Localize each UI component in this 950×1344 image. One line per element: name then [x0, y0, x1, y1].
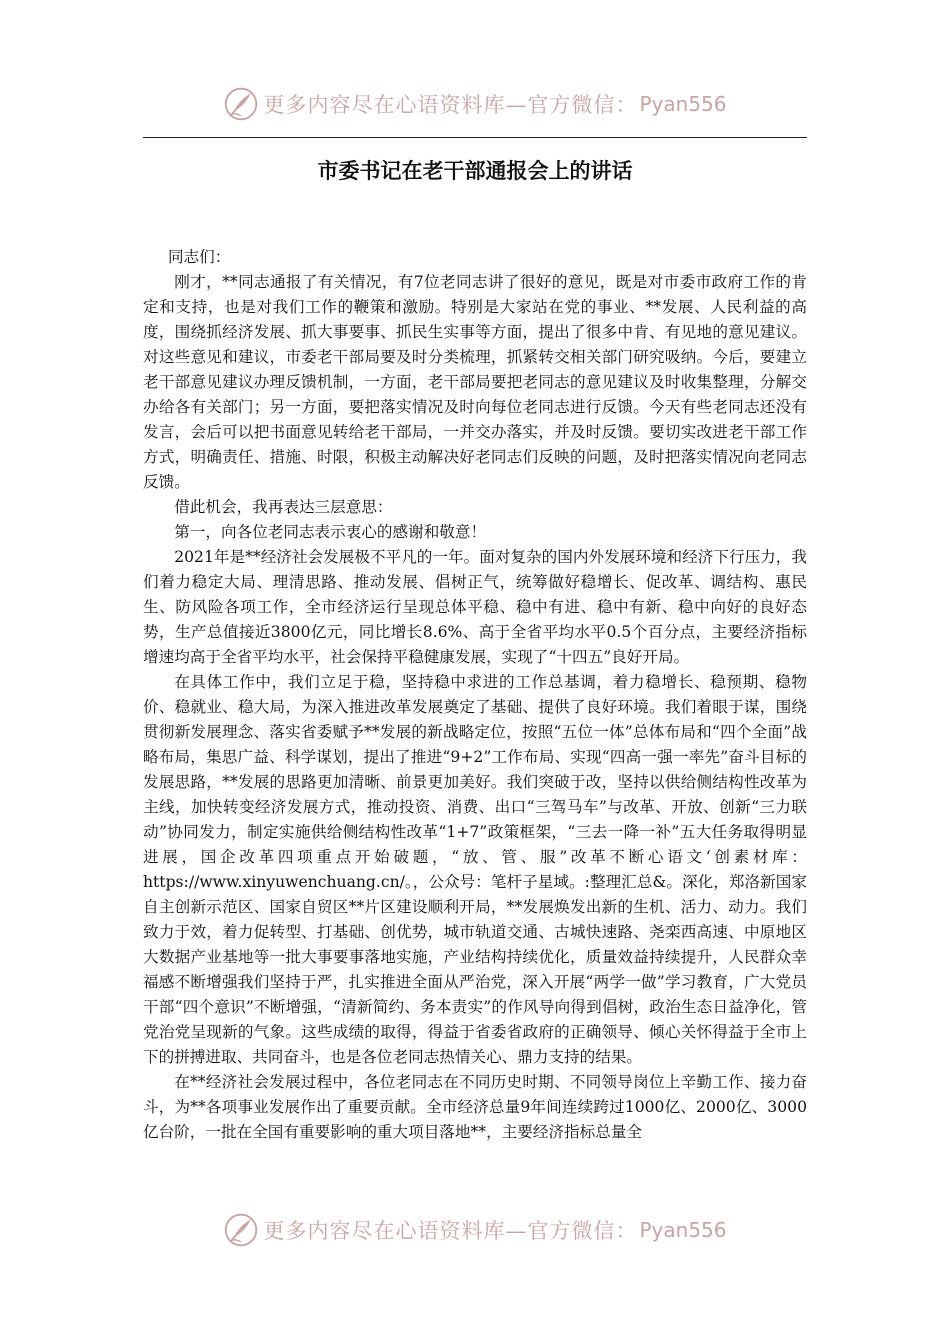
footer-watermark-wechat-id: Pyan556 [639, 1218, 727, 1242]
paragraph: 在**经济社会发展过程中，各位老同志在不同历史时期、不同领导岗位上辛勤工作、接力奋斗，为**各项事业发展作出了重要贡献。全市经济总量9年间连续跨过1000亿、2000亿、3000亿台阶，一批在全国有重要影响的重大项目落地**，主要经济指标总量全 [143, 1073, 807, 1141]
paragraph: 第一，向各位老同志表示衷心的感谢和敬意！ [174, 523, 487, 541]
document-title: 市委书记在老干部通报会上的讲话 [317, 159, 633, 183]
document-body [143, 245, 807, 1145]
quill-logo-icon [223, 86, 259, 122]
paragraph: 刚才，**同志通报了有关情况，有7位老同志讲了很好的意见，既是对市委市政府工作的肯定和支持，也是对我们工作的鞭策和激励。特别是大家站在党的事业、**发展、人民利益的高度，围绕抓经济发展、抓大事要事、抓民生实事等方面，提出了很多中肯、有见地的意见建议。对这些意见和建议，市委老干部局要及时分类梳理，抓紧转交相关部门研究吸纳。今后，要建立老干部意见建议办理反馈机制，一方面，老干部局要把老同志的意见建议及时收集整理，分解交办给各有关部门；另一方面，要把落实情况及时向每位老同志进行反馈。今天有些老同志还没有发言，会后可以把书面意见转给老干部局，一并交办落实，并及时反馈。要切实改进老干部工作方式，明确责任、措施、时限，积极主动解决好老同志们反映的问题，及时把落实情况向老同志反馈。 [143, 273, 807, 491]
header-watermark-content [223, 86, 726, 122]
paragraph: 在具体工作中，我们立足于稳，坚持稳中求进的工作总基调，着力稳增长、稳预期、稳物价、稳就业、稳大局，为深入推进改革发展奠定了基础、提供了良好环境。我们着眼于谋，围绕贯彻新发展理念、落实省委赋予**发展的新战略定位，按照“五位一体”总体布局和“四个全面”战略布局，集思广益、科学谋划，提出了推进“9+2”工作布局、实现“四高一强一率先”奋斗目标的发展思路，**发展的思路更加清晰、前景更加美好。我们突破于改，坚持以供给侧结构性改革为主线，加快转变经济发展方式，推动投资、消费、出口“三驾马车”与改革、开放、创新“三力联动”协同发力，制定实施供给侧结构性改革“1+7”政策框架，“三去一降一补”五大任务取得明显进展，国企改革四项重点开始破题，“放、管、服”改革不断心语文‘创素材库：https://www.xinyuwenchuang.cn/。，公众号：笔杆子星域。:整理汇总&。深化，郑洛新国家自主创新示范区、国家自贸区**片区建设顺利开局，**发展焕发出新的生机、活力、动力。我们致力于效，着力促转型、打基础、创优势，城市轨道交通、古城快速路、尧栾西高速、中原地区大数据产业基地等一批大事要事落地实施，产业结构持续优化，质量效益持续提升，人民群众幸福感不断增强我们坚持于严，扎实推进全面从严治党，深入开展“两学一做”学习教育，广大党员干部“四个意识”不断增强，“清新简约、务本责实”的作风导向得到倡树，政治生态日益净化，管党治党呈现新的气象。这些成绩的取得，得益于省委省政府的正确领导、倾心关怀得益于全市上下的拼搏进取、共同奋斗，也是各位老同志热情关心、鼎力支持的结果。 [143, 673, 807, 1066]
paragraph: 借此机会，我再表达三层意思： [174, 498, 393, 516]
header-watermark-banner [0, 84, 950, 124]
header-watermark-text: 更多内容尽在心语资料库—官方微信： [263, 93, 638, 117]
header-watermark-wechat-id: Pyan556 [639, 92, 727, 116]
salutation: 同志们： [167, 248, 231, 266]
footer-watermark-banner [0, 1210, 950, 1250]
footer-watermark-text: 更多内容尽在心语资料库—官方微信： [263, 1219, 638, 1243]
header-divider [143, 137, 807, 138]
quill-logo-icon [223, 1212, 259, 1248]
paragraph: 2021年是**经济社会发展极不平凡的一年。面对复杂的国内外发展环境和经济下行压力，我们着力稳定大局、理清思路、推动发展、倡树正气，统筹做好稳增长、促改革、调结构、惠民生、防风险各项工作，全市经济运行呈现总体平稳、稳中有进、稳中有新、稳中向好的良好态势，生产总值接近3800亿元，同比增长8.6%、高于全省平均水平0.5个百分点，主要经济指标增速均高于全省平均水平，社会保持平稳健康发展，实现了“十四五”良好开局。 [143, 548, 807, 666]
footer-watermark-content [223, 1212, 726, 1248]
